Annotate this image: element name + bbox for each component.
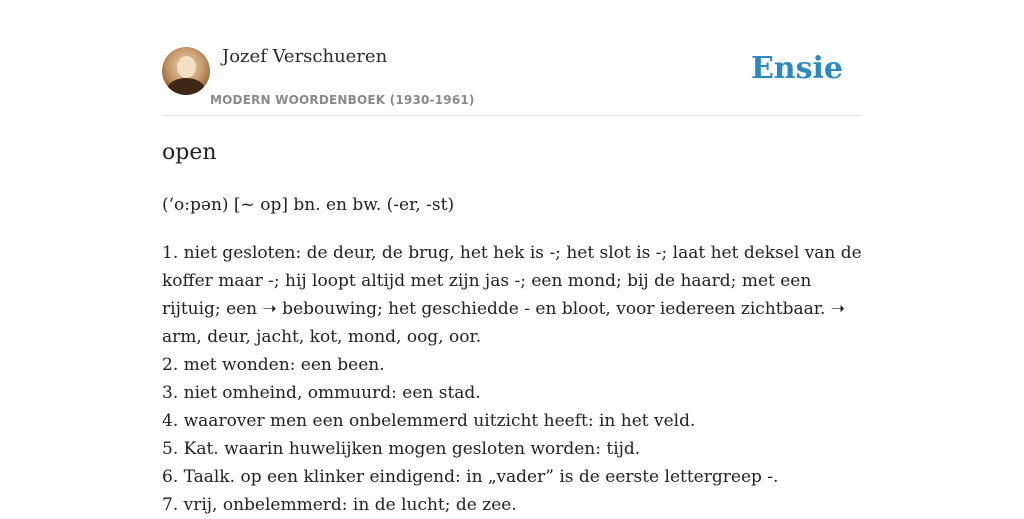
definition-line: 2. met wonden: een been. <box>162 355 385 375</box>
definition-line: 4. waarover men een onbelemmerd uitzicht heeft: in het veld. <box>162 411 696 431</box>
brand-logo[interactable]: Ensie <box>750 51 843 86</box>
definition-line: rijtuig; een ➝ bebouwing; het geschiedde - en bloot, voor iedereen zichtbaar. ➝ <box>162 299 846 319</box>
entry-card <box>162 0 862 515</box>
definition-line: 3. niet omheind, ommuurd: een stad. <box>162 383 481 403</box>
entry-header <box>162 0 862 116</box>
avatar-head <box>177 56 196 78</box>
author-name[interactable]: Jozef Verschueren <box>222 46 388 67</box>
definition-line: 6. Taalk. op een klinker eindigend: in „vader” is de eerste lettergreep -. <box>162 467 779 487</box>
avatar[interactable] <box>162 47 210 95</box>
entry-pronunciation: (ʻo:pən) [~ op] bn. en bw. (-er, -st) <box>162 195 455 215</box>
source-label[interactable]: MODERN WOORDENBOEK (1930-1961) <box>210 93 475 107</box>
definition-line: 7. vrij, onbelemmerd: in de lucht; de zee. <box>162 495 517 515</box>
entry-term: open <box>162 140 217 165</box>
entry-definitions <box>162 239 862 519</box>
avatar-shoulders <box>167 78 205 95</box>
definition-line: arm, deur, jacht, kot, mond, oog, oor. <box>162 327 482 347</box>
definition-line: 5. Kat. waarin huwelijken mogen gesloten worden: tijd. <box>162 439 641 459</box>
definition-line: koffer maar -; hij loopt altijd met zijn jas -; een mond; bij de haard; met een <box>162 271 812 291</box>
definition-line: 1. niet gesloten: de deur, de brug, het hek is -; het slot is -; laat het deksel van de <box>162 243 862 263</box>
